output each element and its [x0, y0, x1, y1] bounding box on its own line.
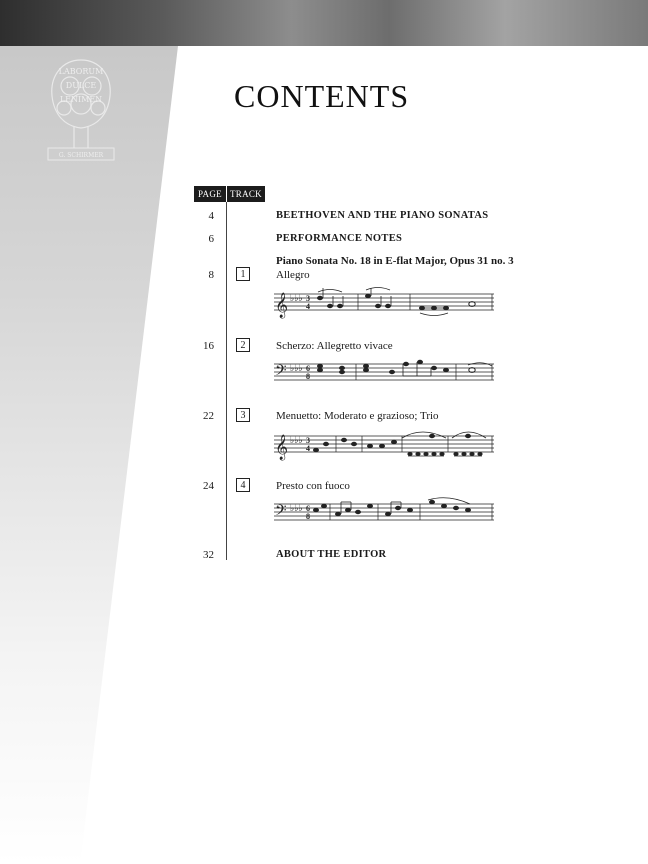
music-incipit-menuetto [272, 428, 498, 462]
music-incipit-presto [272, 496, 498, 530]
svg-text:6: 6 [306, 504, 310, 513]
svg-text:8: 8 [306, 372, 310, 381]
music-incipit-scherzo [272, 356, 498, 390]
toc-entry-performance-notes[interactable]: PERFORMANCE NOTES [276, 233, 403, 244]
toc-entry-scherzo[interactable]: Scherzo: Allegretto vivace [276, 340, 393, 352]
header-band [0, 0, 648, 46]
svg-text:3: 3 [306, 294, 310, 303]
toc-entry-beethoven[interactable]: BEETHOVEN AND THE PIANO SONATAS [276, 210, 489, 221]
svg-text:♭♭♭: ♭♭♭ [290, 363, 303, 373]
track-number-box[interactable]: 3 [236, 408, 250, 422]
svg-text:𝄞: 𝄞 [275, 293, 289, 318]
entry-page-number: 8 [208, 269, 214, 281]
page-column-header: PAGE [194, 186, 226, 202]
svg-text:♭♭♭: ♭♭♭ [290, 503, 303, 513]
track-column-header: TRACK [227, 186, 265, 202]
column-divider [226, 202, 227, 560]
sonata-heading: Piano Sonata No. 18 in E-flat Major, Opus 31 no. 3 [276, 255, 514, 267]
page-title: CONTENTS [234, 78, 410, 114]
entry-page-number: 4 [208, 210, 214, 222]
track-number-box[interactable]: 4 [236, 478, 250, 492]
svg-text:♭♭♭: ♭♭♭ [290, 293, 303, 303]
svg-text:G. SCHIRMER: G. SCHIRMER [58, 152, 104, 159]
track-number-box[interactable]: 1 [236, 267, 250, 281]
svg-text:LABORUM: LABORUM [58, 67, 104, 76]
svg-text:𝄞: 𝄞 [275, 435, 289, 460]
track-number-box[interactable]: 2 [236, 338, 250, 352]
toc-entry-allegro[interactable]: Allegro [276, 269, 310, 281]
toc-entry-presto[interactable]: Presto con fuoco [276, 480, 350, 492]
side-panel [0, 46, 178, 864]
svg-text:𝄢: 𝄢 [275, 502, 287, 523]
entry-page-number: 32 [203, 549, 214, 561]
music-incipit-allegro [272, 286, 498, 320]
schirmer-seal-logo [40, 52, 122, 164]
toc-entry-about-editor[interactable]: ABOUT THE EDITOR [276, 549, 387, 560]
svg-text:DULCE: DULCE [65, 81, 97, 90]
svg-text:8: 8 [306, 512, 310, 521]
svg-text:LENIMEN: LENIMEN [59, 95, 103, 104]
toc-entry-menuetto[interactable]: Menuetto: Moderato e grazioso; Trio [276, 410, 439, 422]
entry-page-number: 24 [203, 480, 214, 492]
svg-text:4: 4 [306, 302, 310, 311]
svg-text:♭♭♭: ♭♭♭ [290, 435, 303, 445]
svg-text:4: 4 [306, 444, 310, 453]
entry-page-number: 22 [203, 410, 214, 422]
svg-text:6: 6 [306, 364, 310, 373]
svg-text:3: 3 [306, 436, 310, 445]
entry-page-number: 6 [208, 233, 214, 245]
svg-text:𝄢: 𝄢 [275, 362, 287, 383]
entry-page-number: 16 [203, 340, 214, 352]
